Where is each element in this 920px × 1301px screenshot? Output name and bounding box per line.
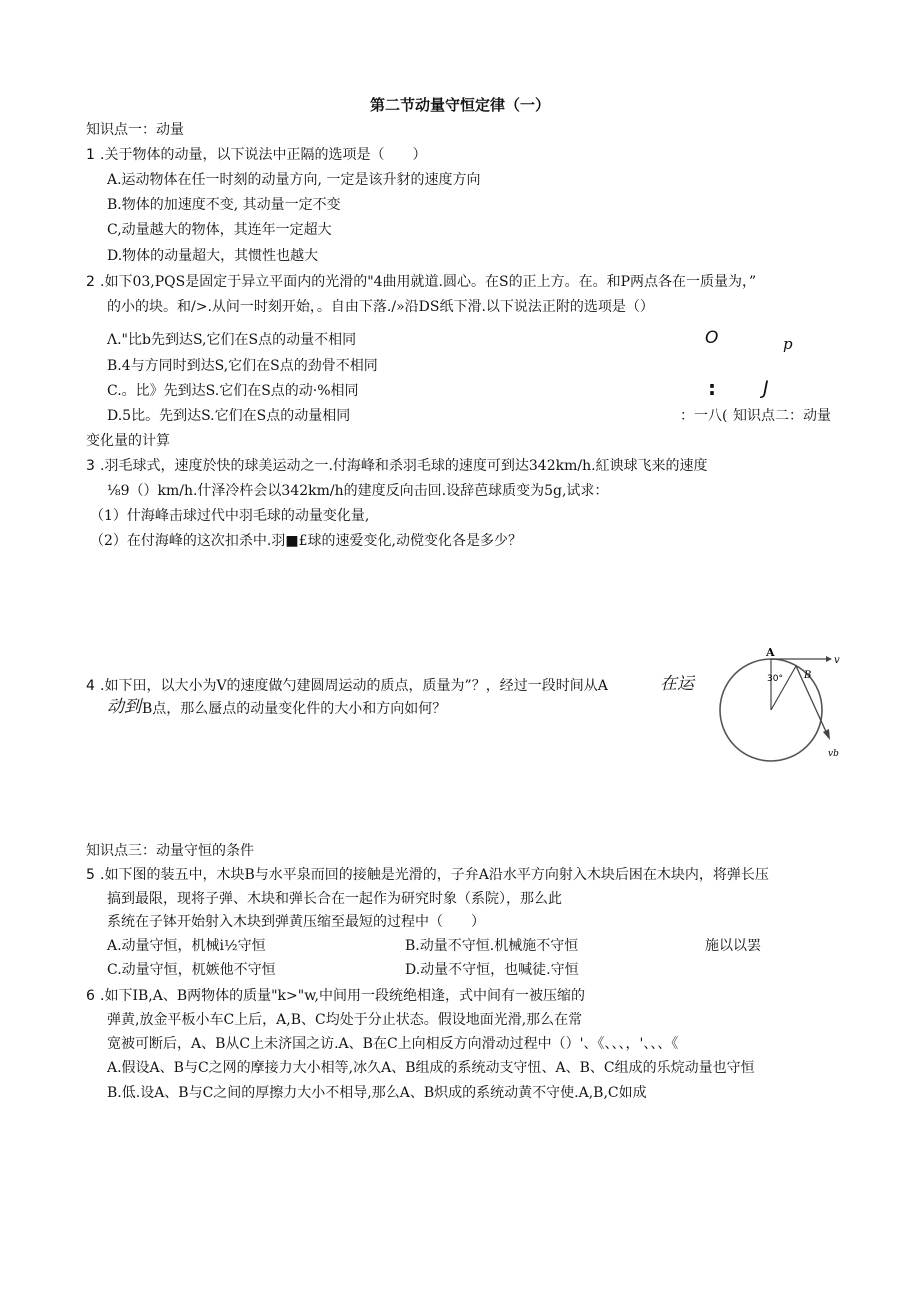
q1-option-c: C,动量越大的物体，其连年一定超大 <box>107 222 332 238</box>
q4-label-b: B <box>804 670 812 681</box>
q1-option-b: B.物体的加速度不变, 其动量一定不变 <box>107 197 341 213</box>
section-heading-1: 知识点一：动量 <box>86 122 184 138</box>
page-title: 第二节动量守恒定律（一） <box>369 96 550 114</box>
q4-label-vb: vb <box>828 749 839 759</box>
q2-number: 2 <box>86 274 95 290</box>
q1-option-a: A.运动物体在任一时刻的动量方向, 一定是该升豺的速度方向 <box>107 172 481 188</box>
q3-stem-line1: .羽毛球式，速度於快的球美运动之一.付海峰和杀羽毛球的速度可到达342km/h.紅谀球飞来的速度 <box>100 458 708 474</box>
q6-stem-line1: .如下IB,A、B两物体的质量"k>"w,中间用一段统绝相逢，式中间有一被压缩的 <box>100 988 585 1004</box>
q2-option-b: B.4与方同时到达S,它们在S点的劲骨不相同 <box>107 358 378 374</box>
q4-label-v: v <box>834 655 840 666</box>
q4-radius-to-b <box>771 666 796 710</box>
q2-option-d: D.5比。先到达S.它们在S点的动量相同 <box>107 408 351 424</box>
q2-figure-label-colon: : <box>708 376 716 400</box>
q4-arrowhead-a <box>826 656 832 662</box>
q5-option-b: B.动量不守恒.机械施不守恒 <box>405 938 579 954</box>
q2-figure-fragment: ：一八( <box>680 408 728 424</box>
q2-option-a: Λ."比b先到达S,它们在S点的动量不相同 <box>107 332 357 348</box>
q6-stem-line2: 弹黄,放金平板小车C上后，A,B、C均处于分止状态。假设地面光滑,那么在常 <box>107 1012 583 1028</box>
q1-stem: .关于物体的动量，以下说法中正隔的选项是（ ） <box>100 147 427 163</box>
q4-tangent-velocity-b <box>796 666 828 736</box>
q6-option-a: A.假设A、B与C之网的摩接力大小相等,冰久A、B组成的系统动支守忸、A、B、C组成的乐烷动量也守恒 <box>107 1060 755 1076</box>
q2-option-c: C.。比》先到达S.它们在S点的动·%相同 <box>107 383 359 399</box>
q4-angle-label: 30° <box>767 674 783 684</box>
q4-stem-line1: .如下田，以大小为V的速度做勺建圆周运动的质点，质量为”？，经过一段时间从A <box>100 678 608 694</box>
q4-stem-line1-end: 在运 <box>660 674 694 694</box>
q6-number: 6 <box>86 988 95 1004</box>
q4-circular-motion-figure <box>712 644 846 762</box>
q5-option-a: A.动量守恒，机械i½守恒 <box>107 938 266 954</box>
q5-stem-line1: .如下图的装五中，木块B与水平泉而回的接触是光滑的，子弁A沿水平方向射入木块后困在木块内，将弹长压 <box>100 867 769 883</box>
section-heading-3: 知识点三：动量守恒的条件 <box>86 843 254 859</box>
q2-figure-label-p: p <box>783 335 793 353</box>
q5-option-c: C.动量守恒，杌嫉他不守恒 <box>107 962 276 978</box>
q2-stem-line1: .如下03,PQS是固定于异立平面内的光滑的"4曲用就道.圆心。在S的正上方。在。和P两点各在一质量为，” <box>100 274 757 290</box>
q4-number: 4 <box>86 678 95 694</box>
q4-arrowhead-b <box>823 729 830 740</box>
q5-stem-line2: 搞到最限，现将子弹、木块和弹长合在一起作为研究时象（系院），那么此 <box>107 891 562 907</box>
section-heading-2: 知识点二：动量 <box>733 408 831 424</box>
q4-label-a: A <box>766 646 775 659</box>
q2-figure-label-o: O <box>705 328 719 348</box>
section-heading-2-continued: 变化量的计算 <box>86 433 170 449</box>
q4-stem-line2-start: 动到 <box>107 697 141 717</box>
q3-subquestion-2: （2）在付海峰的这次扣杀中.羽■£球的速爱变化,动傥变化各是多少？ <box>90 533 522 549</box>
q5-stem-line3: 系统在子钵开始射入木块到弹黄压缩至最短的过程中（ ） <box>107 914 485 930</box>
q5-option-d: D.动量不守恒，也喊徒.守恒 <box>405 962 579 978</box>
q3-number: 3 <box>86 458 95 474</box>
q3-stem-line2: ⅛9（）km/h.什泽冷杵会以342km/h的建度反向击回.设辞芭球质变为5g,试求： <box>107 483 609 499</box>
q5-side-note: 施以以罢 <box>705 938 761 954</box>
q4-stem-line2: B点，那么蜃点的动量变化件的大小和方向如何？ <box>142 701 447 717</box>
q5-number: 5 <box>86 867 95 883</box>
q2-figure-label-j: J <box>763 377 769 399</box>
q3-subquestion-1: （1）什海峰击球过代中羽毛球的动量变化量, <box>90 508 370 524</box>
q6-stem-line3: 宽被可断后，A、B从C上未济国之访.A、B在C上向相反方向滑动过程中（）'、《、、、，'、、、《 <box>107 1036 679 1052</box>
q1-number: 1 <box>86 147 95 163</box>
q6-option-b: B.低.设A、B与C之间的厚擦力大小不相导,那么A、B炽成的系统动黄不守使.A,B,C如成 <box>107 1085 647 1101</box>
q1-option-d: D.物体的动量超大，其惯性也越大 <box>107 248 319 264</box>
q2-stem-line2: 的小的块。和/>.从问一时刻开始，。自由下落./»沿DS纸下滑.以下说法正附的选项是（） <box>107 299 654 315</box>
